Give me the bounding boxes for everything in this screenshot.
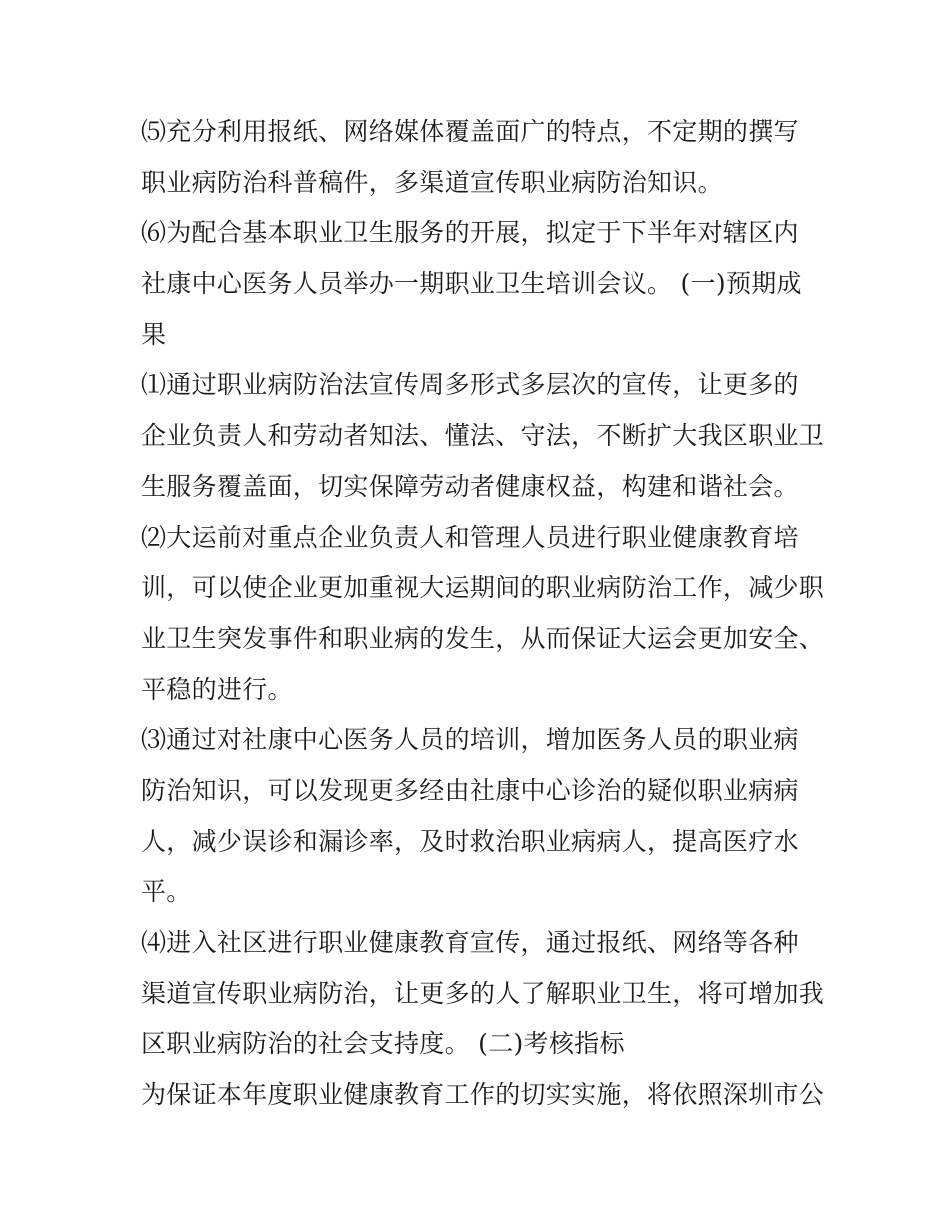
text-line: ⑴通过职业病防治法宣传周多形式多层次的宣传，让更多的 xyxy=(141,370,799,400)
text-line: 平。 xyxy=(141,877,192,907)
text-line: 业卫生突发事件和职业病的发生，从而保证大运会更加安全、 xyxy=(141,623,825,653)
text-line: 为保证本年度职业健康教育工作的切实实施，将依照深圳市公 xyxy=(141,1080,825,1110)
text-line: ⑹为配合基本职业卫生服务的开展，拟定于下半年对辖区内 xyxy=(141,218,799,248)
text-line: 果 xyxy=(141,319,167,349)
text-line: 职业病防治科普稿件，多渠道宣传职业病防治知识。 xyxy=(141,167,723,197)
document-body xyxy=(141,107,825,1121)
text-line: ⑵大运前对重点企业负责人和管理人员进行职业健康教育培 xyxy=(141,522,799,552)
text-line: ⑶通过对社康中心医务人员的培训，增加医务人员的职业病 xyxy=(141,725,799,755)
text-line: 防治知识，可以发现更多经由社康中心诊治的疑似职业病病 xyxy=(141,775,799,805)
text-line: 平稳的进行。 xyxy=(141,674,293,704)
text-line: ⑷进入社区进行职业健康教育宣传，通过报纸、网络等各种 xyxy=(141,928,799,957)
text-line: 社康中心医务人员举办一期职业卫生培训会议。 (一)预期成 xyxy=(141,269,802,299)
text-line: 渠道宣传职业病防治，让更多的人了解职业卫生，将可增加我 xyxy=(141,978,825,1008)
text-line: 区职业病防治的社会支持度。 (二)考核指标 xyxy=(141,1029,625,1059)
text-line: 人，减少误诊和漏诊率，及时救治职业病病人，提高医疗水 xyxy=(141,826,799,856)
text-line: 训，可以使企业更加重视大运期间的职业病防治工作，减少职 xyxy=(141,573,825,603)
text-line: 企业负责人和劳动者知法、懂法、守法，不断扩大我区职业卫 xyxy=(141,421,825,451)
text-line: ⑸充分利用报纸、网络媒体覆盖面广的特点，不定期的撰写 xyxy=(141,117,799,146)
text-line: 生服务覆盖面，切实保障劳动者健康权益，构建和谐社会。 xyxy=(141,471,799,501)
